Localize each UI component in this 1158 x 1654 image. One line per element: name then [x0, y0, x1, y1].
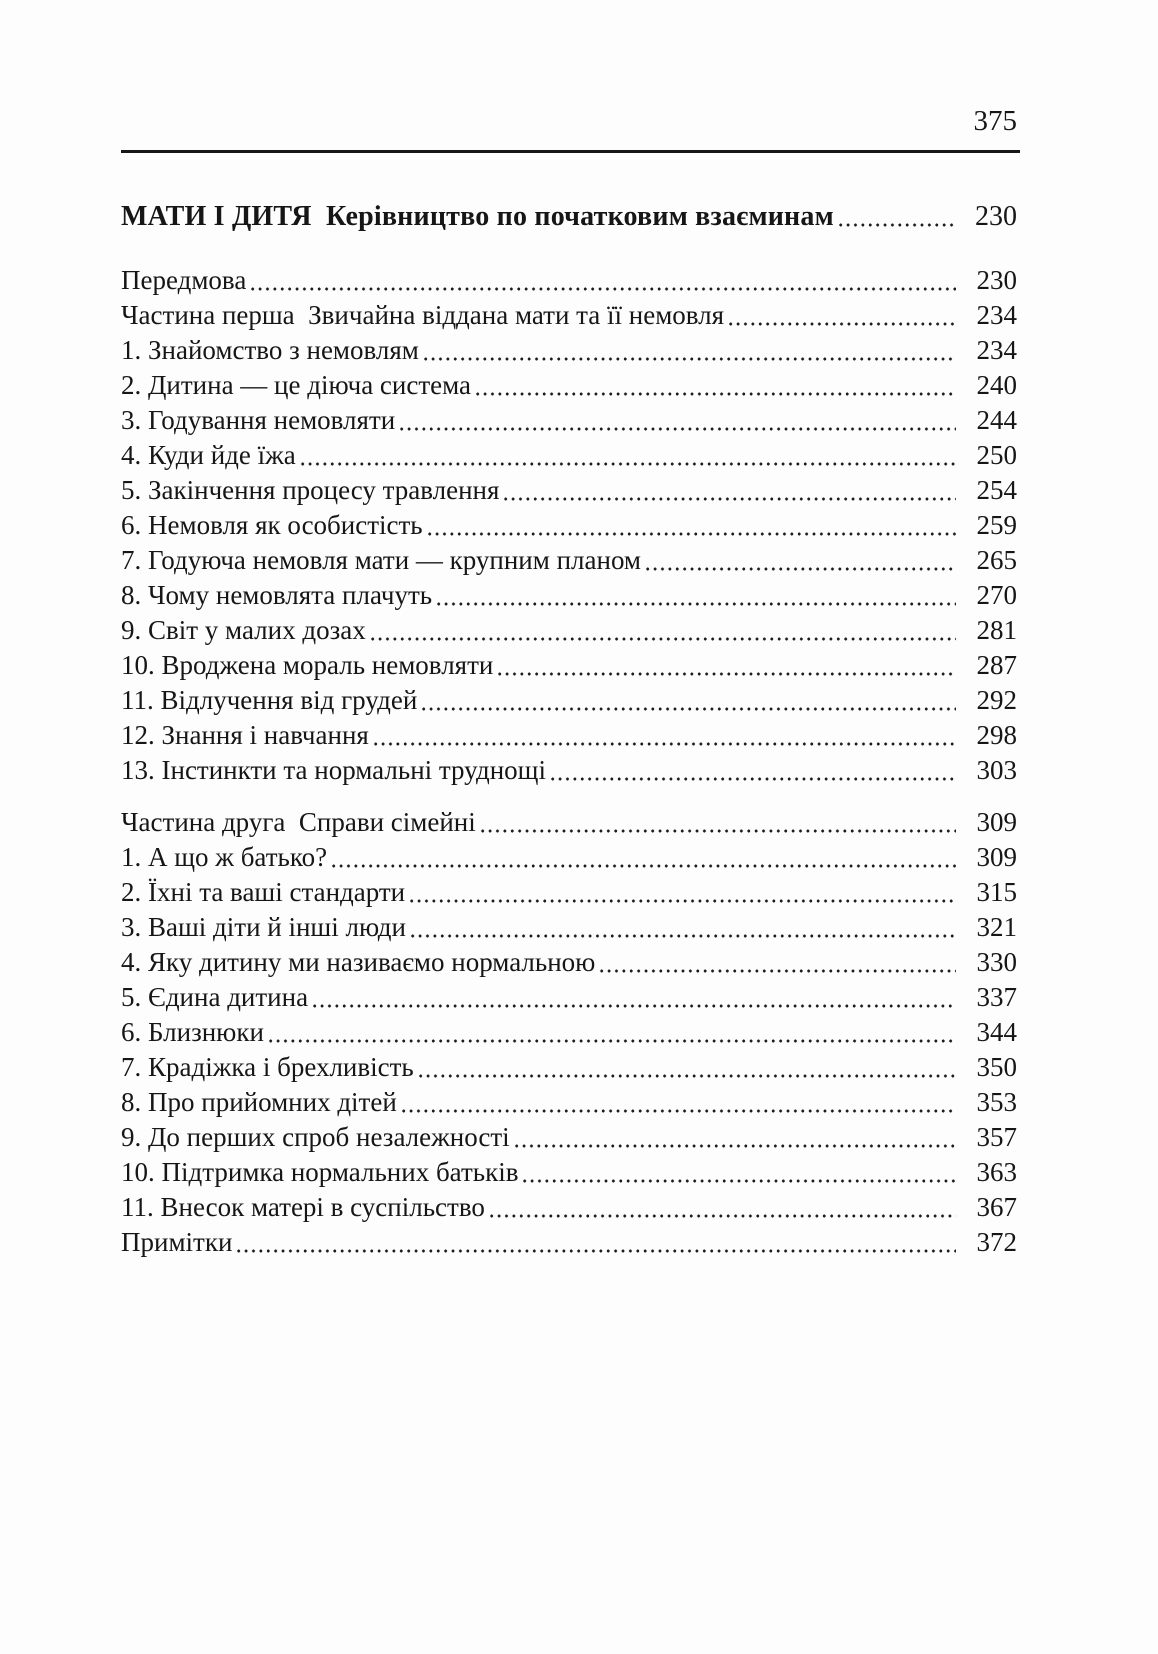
- toc-entry-label: 5. Закінчення процесу травлення: [121, 475, 500, 505]
- toc-entry-label: Частина друга Справи сімейні: [121, 807, 476, 837]
- toc-entry-page: 367: [976, 1192, 1017, 1222]
- dot-leader: [521, 1155, 956, 1190]
- toc-entry-page: 234: [976, 300, 1017, 330]
- toc-entry-page: 270: [976, 580, 1017, 610]
- dot-leader: [408, 875, 956, 910]
- toc-entry-page: 337: [976, 982, 1017, 1012]
- toc-title-page: 230: [975, 201, 1017, 232]
- toc-entry-page: 372: [976, 1227, 1017, 1257]
- toc-entry: [121, 543, 1017, 578]
- dot-leader: [435, 578, 956, 613]
- toc-entry: [121, 613, 1017, 648]
- toc-entry-page: 353: [976, 1087, 1017, 1117]
- toc-entry-label: 8. Чому немовлята плачуть: [121, 580, 433, 610]
- toc-entry: [121, 1120, 1017, 1155]
- dot-leader: [422, 333, 956, 368]
- toc-title-row: [121, 199, 1017, 234]
- dot-leader: [474, 368, 956, 403]
- dot-leader: [417, 1050, 956, 1085]
- toc-entry: [121, 403, 1017, 438]
- toc-entry: [121, 945, 1017, 980]
- dot-leader: [549, 753, 956, 788]
- toc-entry-page: 287: [976, 650, 1017, 680]
- toc-entry-page: 298: [976, 720, 1017, 750]
- toc-entry-label: 8. Про прийомних дітей: [121, 1087, 397, 1117]
- toc-entry: [121, 648, 1017, 683]
- dot-leader: [426, 508, 956, 543]
- toc-title-label: МАТИ І ДИТЯ Керівництво по початковим взаєминам: [121, 201, 834, 232]
- toc-entry-label: 12. Знання і навчання: [121, 720, 369, 750]
- toc-entry: [121, 298, 1017, 333]
- toc-entry: [121, 1190, 1017, 1225]
- toc-entry-page: 244: [976, 405, 1017, 435]
- toc-entry-label: Частина перша Звичайна віддана мати та її немовля: [121, 300, 725, 330]
- dot-leader: [727, 298, 956, 333]
- toc-entry-page: 259: [976, 510, 1017, 540]
- dot-leader: [420, 683, 956, 718]
- dot-leader: [400, 1085, 956, 1120]
- toc-entry-label: 7. Крадіжка і брехливість: [121, 1052, 414, 1082]
- toc-entry-label: 9. Світ у малих дозах: [121, 615, 366, 645]
- toc-entry-page: 240: [976, 370, 1017, 400]
- toc-entry-label: 6. Немовля як особистість: [121, 510, 423, 540]
- toc-entry-label: 13. Інстинкти та нормальні труднощі: [121, 755, 546, 785]
- toc-entry-label: Передмова: [121, 265, 247, 295]
- toc-entry-page: 292: [976, 685, 1017, 715]
- toc-entry: [121, 718, 1017, 753]
- toc-entry: [121, 805, 1017, 840]
- toc-entry-label: 10. Підтримка нормальних батьків: [121, 1157, 519, 1187]
- toc-entry: [121, 368, 1017, 403]
- dot-leader: [409, 910, 956, 945]
- toc-entry-label: 10. Вроджена мораль немовляти: [121, 650, 494, 680]
- toc-entry-page: 265: [976, 545, 1017, 575]
- toc-entry-page: 303: [976, 755, 1017, 785]
- toc-entry-label: 2. Їхні та ваші стандарти: [121, 877, 406, 907]
- toc-entry: [121, 1225, 1017, 1260]
- dot-leader: [837, 199, 956, 234]
- toc-list: [121, 263, 1017, 1260]
- dot-leader: [299, 438, 956, 473]
- dot-leader: [644, 543, 956, 578]
- toc-entry: [121, 1085, 1017, 1120]
- toc-entry: [121, 875, 1017, 910]
- toc-entry-page: 321: [976, 912, 1017, 942]
- toc-entry: [121, 578, 1017, 613]
- toc-entry: [121, 683, 1017, 718]
- toc-entry: [121, 263, 1017, 298]
- toc-entry-label: Примітки: [121, 1227, 233, 1257]
- dot-leader: [311, 980, 956, 1015]
- toc-entry-page: 344: [976, 1017, 1017, 1047]
- toc-entry: [121, 840, 1017, 875]
- toc-entry-page: 250: [976, 440, 1017, 470]
- toc-entry-page: 281: [976, 615, 1017, 645]
- toc-entry-page: 357: [976, 1122, 1017, 1152]
- dot-leader: [496, 648, 956, 683]
- toc-entry-label: 3. Годування немовляти: [121, 405, 396, 435]
- toc-entry-label: 6. Близнюки: [121, 1017, 264, 1047]
- table-of-contents: [121, 199, 1017, 1260]
- toc-entry-label: 3. Ваші діти й інші люди: [121, 912, 406, 942]
- toc-entry-page: 309: [976, 842, 1017, 872]
- toc-entry-label: 1. Знайомство з немовлям: [121, 335, 419, 365]
- toc-entry-label: 7. Годуюча немовля мати — крупним планом: [121, 545, 642, 575]
- dot-leader: [267, 1015, 956, 1050]
- dot-leader: [235, 1225, 956, 1260]
- dot-leader: [598, 945, 956, 980]
- dot-leader: [479, 805, 956, 840]
- toc-entry: [121, 333, 1017, 368]
- toc-entry: [121, 753, 1017, 788]
- dot-leader: [372, 718, 956, 753]
- toc-entry-page: 350: [976, 1052, 1017, 1082]
- toc-entry-label: 11. Відлучення від грудей: [121, 685, 418, 715]
- dot-leader: [513, 1120, 956, 1155]
- dot-leader: [369, 613, 956, 648]
- running-page-number: 375: [973, 105, 1017, 137]
- toc-entry-page: 230: [976, 265, 1017, 295]
- toc-entry: [121, 473, 1017, 508]
- toc-entry-label: 4. Куди йде їжа: [121, 440, 296, 470]
- toc-entry-label: 11. Внесок матері в суспільство: [121, 1192, 485, 1222]
- toc-entry-page: 315: [976, 877, 1017, 907]
- dot-leader: [488, 1190, 956, 1225]
- header-rule: [121, 150, 1020, 153]
- dot-leader: [398, 403, 956, 438]
- toc-entry: [121, 1015, 1017, 1050]
- toc-entry: [121, 1155, 1017, 1190]
- toc-entry: [121, 910, 1017, 945]
- dot-leader: [249, 263, 956, 298]
- page-header: [0, 0, 1158, 138]
- toc-entry-page: 330: [976, 947, 1017, 977]
- toc-entry-page: 309: [976, 807, 1017, 837]
- toc-entry-label: 2. Дитина — це діюча система: [121, 370, 472, 400]
- dot-leader: [330, 840, 956, 875]
- toc-entry-label: 9. До перших спроб незалежності: [121, 1122, 510, 1152]
- toc-entry-label: 4. Яку дитину ми називаємо нормальною: [121, 947, 596, 977]
- toc-entry-page: 234: [976, 335, 1017, 365]
- toc-entry-page: 254: [976, 475, 1017, 505]
- toc-entry: [121, 438, 1017, 473]
- toc-entry: [121, 1050, 1017, 1085]
- toc-entry: [121, 980, 1017, 1015]
- toc-entry-label: 1. А що ж батько?: [121, 842, 328, 872]
- toc-entry-page: 363: [976, 1157, 1017, 1187]
- dot-leader: [502, 473, 956, 508]
- toc-entry: [121, 508, 1017, 543]
- toc-entry-label: 5. Єдина дитина: [121, 982, 309, 1012]
